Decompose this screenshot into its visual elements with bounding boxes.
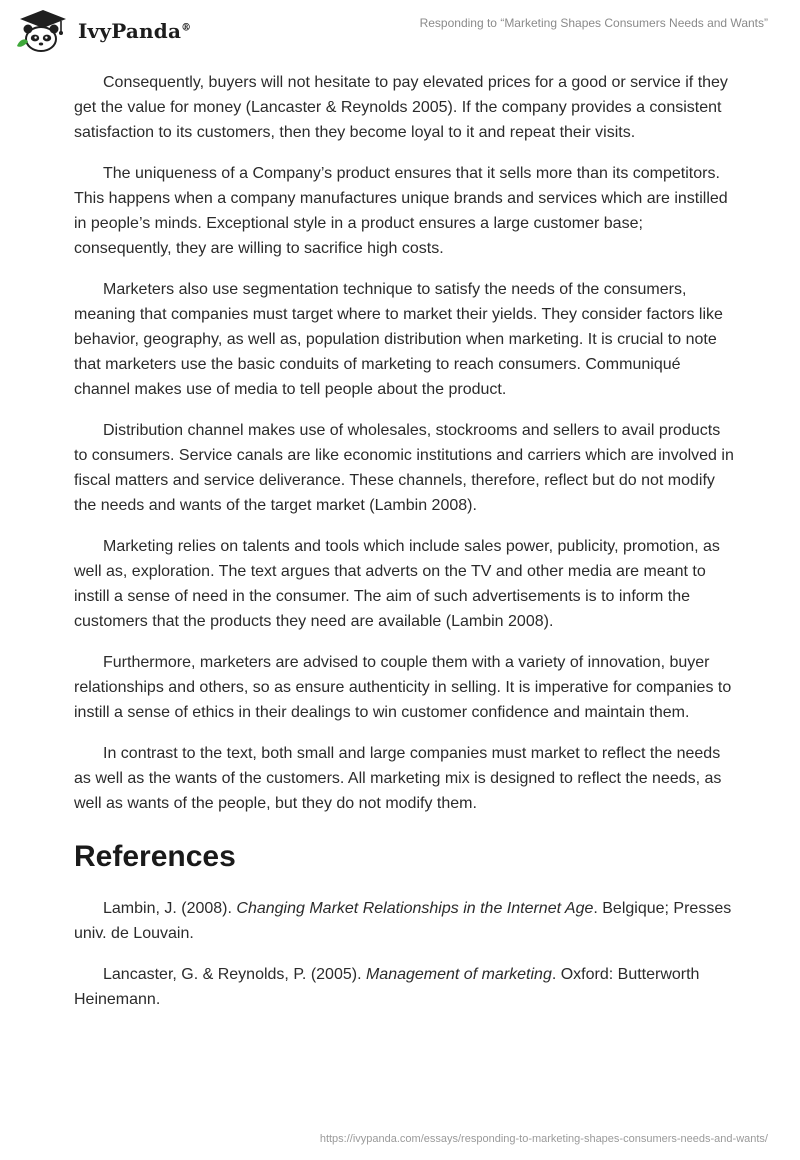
body-paragraph: Consequently, buyers will not hesitate to pay elevated prices for a good or service if they get the value for money (Lancaster & Reynolds 2005). If the company provides a consistent satisfaction to its customers, then they become loyal to it and repeat their visits. [74,74,728,141]
body-paragraph: Furthermore, marketers are advised to couple them with a variety of innovation, buyer relationships and others, so as ensure authenticity in selling. It is imperative for companies to instill a sense of ethics in their dealings to win customer confidence and maintain them. [74,654,732,721]
panda-graduate-icon [14,8,72,54]
body-paragraph: Marketers also use segmentation technique to satisfy the needs of the consumers, meaning that companies must target where to market their yields. They consider factors like behavior, geography, as well as, population distribution when marketing. It is crucial to note that marketers use the basic conduits of marketing to reach consumers. Communiqué channel makes use of media to tell people about the product. [74,281,723,398]
brand-name: IvyPanda® [78,19,192,43]
reference-entry: Lancaster, G. & Reynolds, P. (2005). Management of marketing. Oxford: Butterworth Heinemann. [74,966,700,1008]
page-header [0,0,800,60]
essay-body [74,70,734,1028]
body-paragraph: The uniqueness of a Company’s product ensures that it sells more than its competitors. This happens when a company manufactures unique brands and services which are instilled in people’s minds. Exceptional style in a product ensures a large customer base; consequently, they are willing to sacrifice high costs. [74,165,728,257]
document-title: Responding to “Marketing Shapes Consumers Needs and Wants” [419,16,768,30]
body-paragraph: Distribution channel makes use of wholesales, stockrooms and sellers to avail products to consumers. Service canals are like economic institutions and carriers which are involved in fiscal matters and service deliverance. These channels, therefore, reflect but do not modify the needs and wants of the target market (Lambin 2008). [74,422,734,514]
reference-entry: Lambin, J. (2008). Changing Market Relationships in the Internet Age. Belgique; Presses univ. de Louvain. [74,900,732,942]
brand-logo[interactable] [14,8,191,54]
footer-url[interactable]: https://ivypanda.com/essays/responding-to-marketing-shapes-consumers-needs-and-wants/ [319,1133,768,1145]
references-heading: References [74,840,236,873]
body-paragraph: In contrast to the text, both small and large companies must market to reflect the needs as well as the wants of the customers. All marketing mix is designed to reflect the needs, as well as wants of the people, but they do not modify them. [74,745,722,812]
body-paragraph: Marketing relies on talents and tools which include sales power, publicity, promotion, as well as, exploration. The text argues that adverts on the TV and other media are meant to instill a sense of need in the consumer. The aim of such advertisements is to inform the customers that the products they need are available (Lambin 2008). [74,538,720,630]
